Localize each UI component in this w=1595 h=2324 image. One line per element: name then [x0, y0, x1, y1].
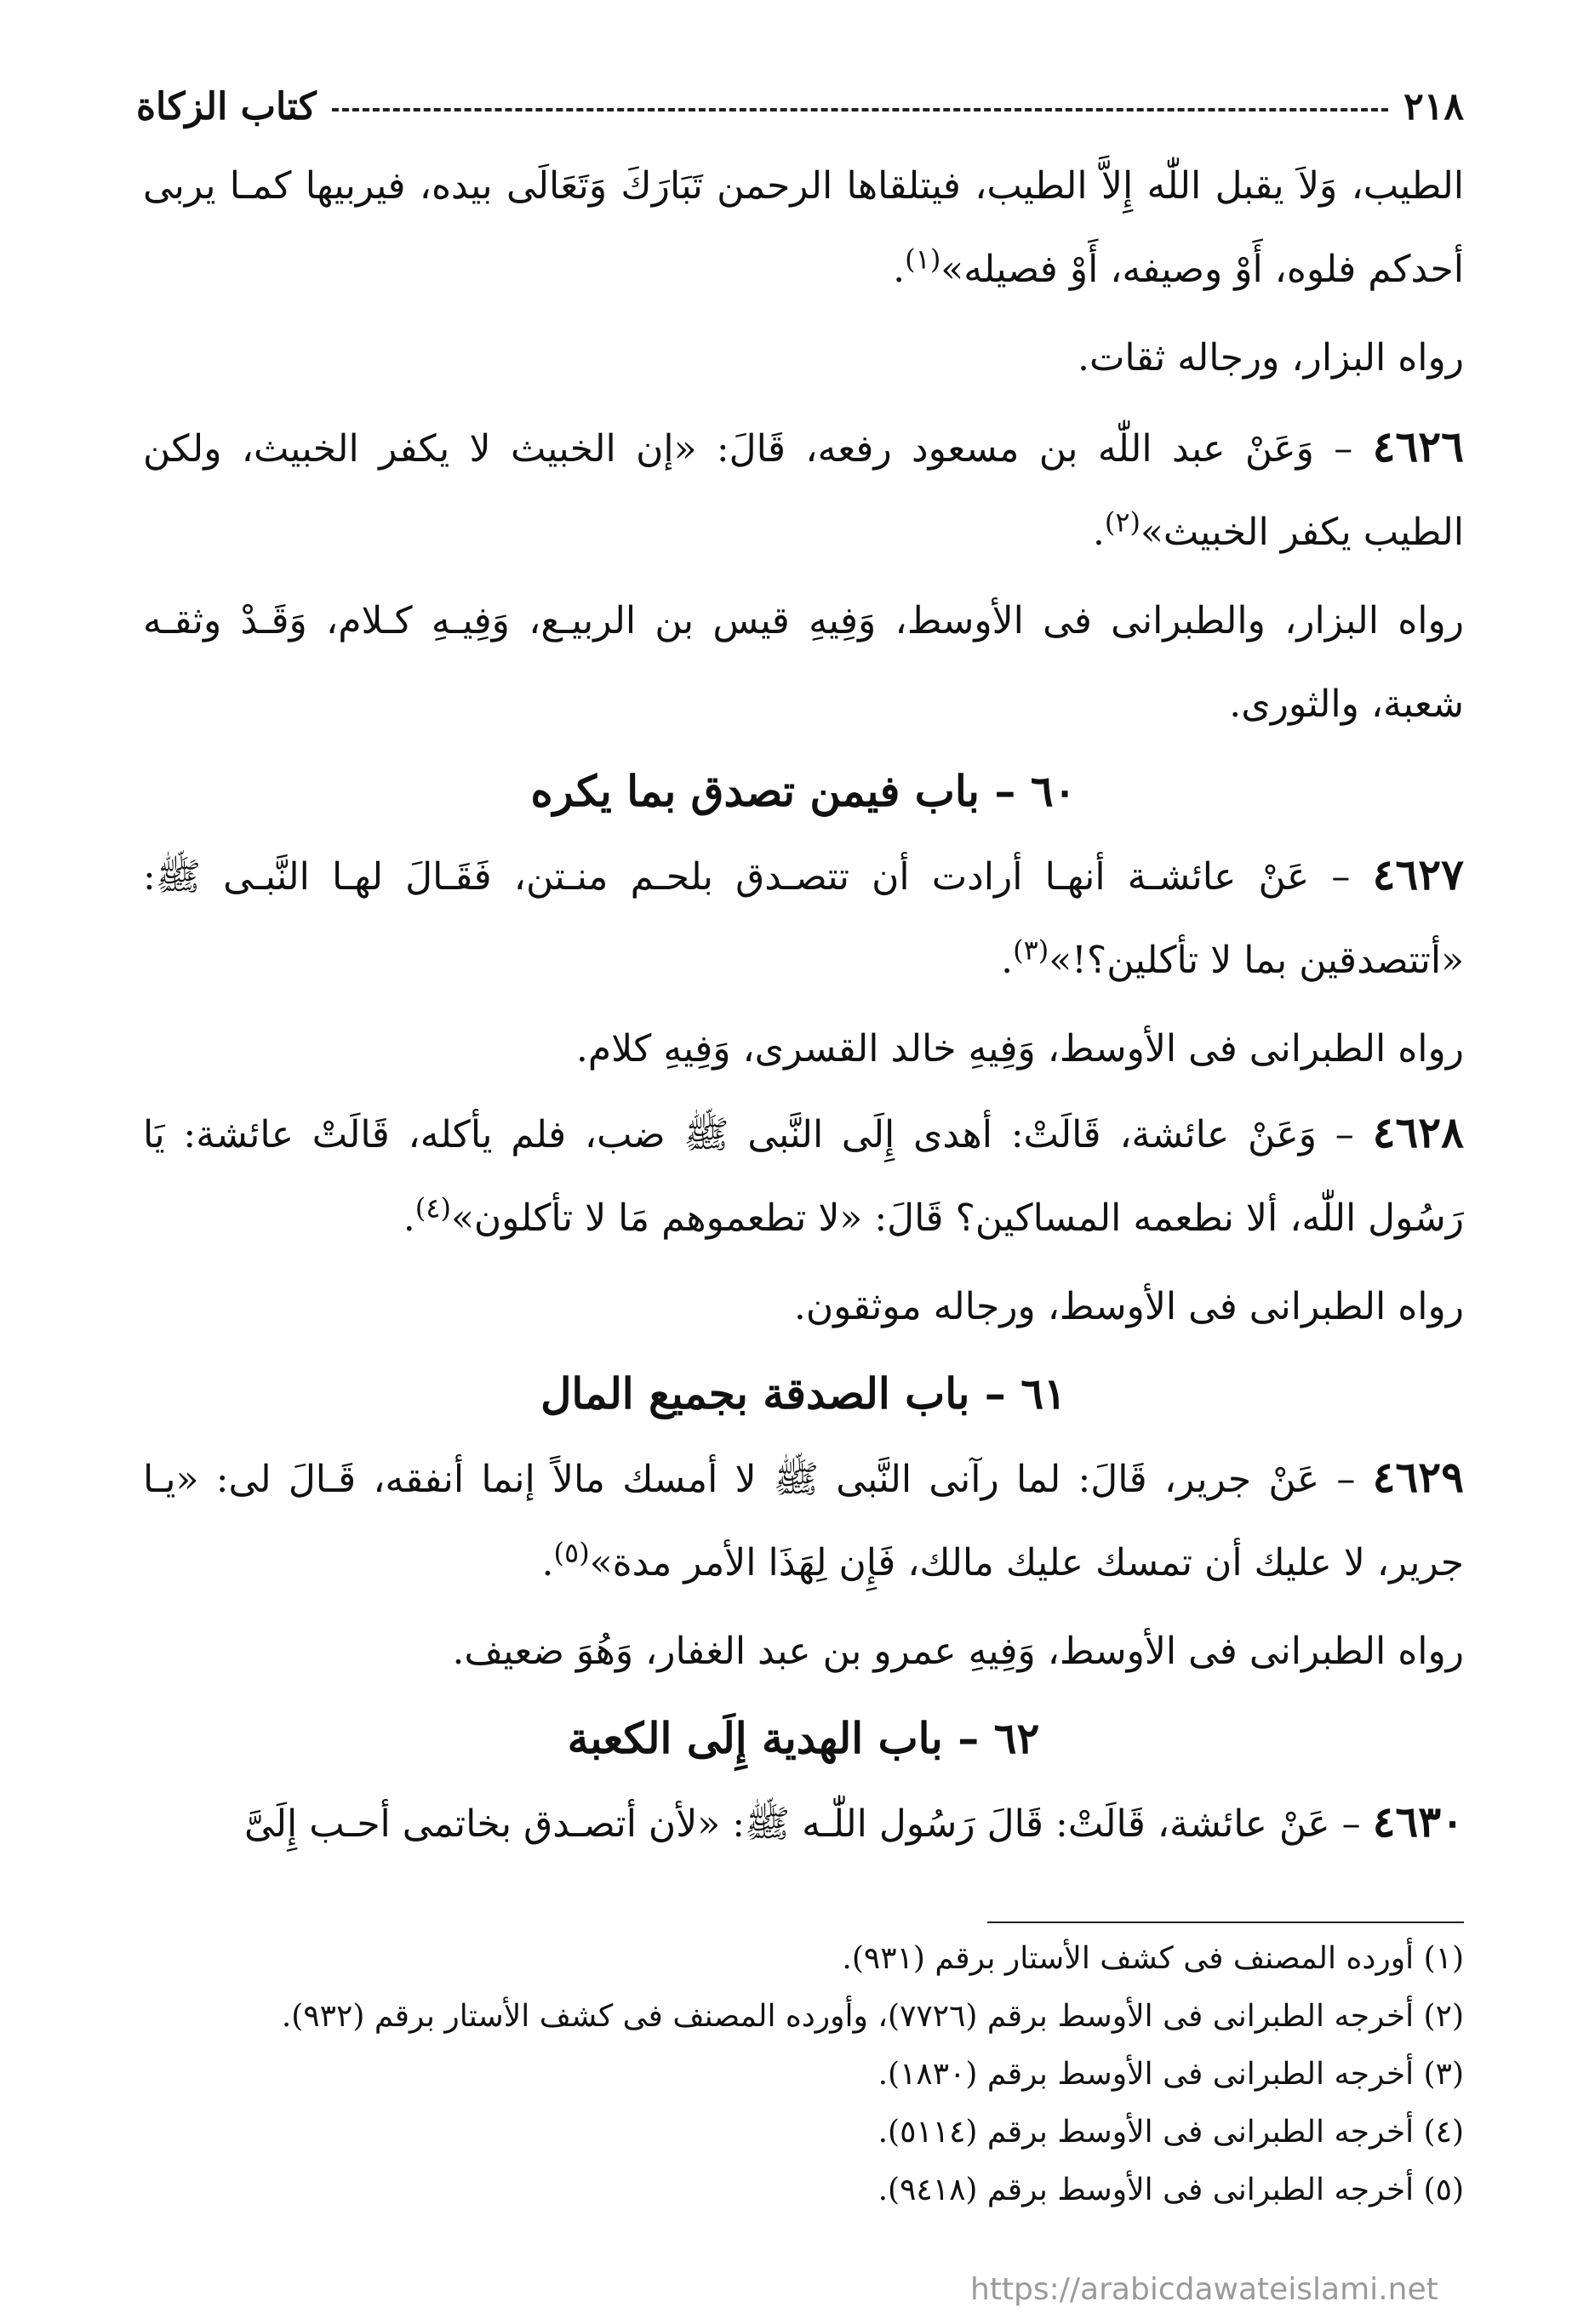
footnote-1: (١) أورده المصنف فى كشف الأستار برقم (٩٣١).	[842, 1941, 1464, 1976]
book-title: كتاب الزكاة	[136, 84, 317, 128]
hadith-text: – عَنْ عائشة، قَالَتْ: قَالَ رَسُول اللّٰـه ﷺ: «لأن أتصـدق بخاتمى أحـب إِلَىَّ	[243, 1802, 1361, 1846]
footnote-ref: (٣)	[1013, 934, 1049, 967]
footnote-4: (٤) أخرجه الطبرانى فى الأوسط برقم (٥١١٤).	[878, 2115, 1464, 2150]
page-header	[136, 77, 1464, 136]
hadith-4626: ٤٦٢٦ – وَعَنْ عبد اللّٰه بن مسعود رفعه، قَالَ: «إن الخبيث لا يكفر الخبيث، ولكن الطيب يكفر الخبيث»$^{(٢)}$.	[143, 421, 1464, 554]
hadith-text: – عَنْ عائشـة أنهـا أرادت أن تتصـدق بلحـم منـتن، فَقَـالَ لهـا النَّبـى ﷺ: «أتتصدقين بما لا تأكلين؟!»	[143, 855, 1464, 982]
footnote-3: (٣) أخرجه الطبرانى فى الأوسط برقم (١٨٣٠).	[878, 2057, 1464, 2092]
page-body	[143, 145, 1464, 1866]
footnote-separator	[987, 1921, 1464, 1923]
watermark-url: https://arabicdawateislami.net	[970, 2272, 1438, 2307]
narration-source: رواه الطبرانى فى الأوسط، وَفِيهِ عمرو بن عبد الغفار، وَهُوَ ضعيف.	[452, 1630, 1464, 1673]
narration-source: رواه البزار، ورجاله ثقات.	[1077, 336, 1464, 380]
header-dashed-line	[332, 108, 1388, 111]
footnotes	[136, 1930, 1464, 2219]
hadith-number: ٤٦٢٧	[1372, 849, 1464, 899]
hadith-text: – عَنْ جرير، قَالَ: لما رآنى النَّبى ﷺ لا أمسك مالاً إنما أنفقه، قَـالَ لى: «يـا جرير، لا عليك أن تمسك عليك مالك، فَإِن لِهَذَا الأمر مدة»	[143, 1458, 1464, 1585]
hadith-number: ٤٦٣٠	[1372, 1796, 1464, 1847]
chapter-heading: ٦١ – باب الصدقة بجميع المال	[540, 1368, 1066, 1419]
chapter-heading: ٦٢ – باب الهدية إِلَى الكعبة	[567, 1713, 1040, 1763]
footnote-ref: (٤)	[414, 1191, 451, 1225]
narration-source: رواه البزار، والطبرانى فى الأوسط، وَفِيهِ قيس بن الربيـع، وَفِيـهِ كـلام، وَقَـدْ وثقـه شعبة، والثورى.	[143, 599, 1464, 726]
hadith-number: ٤٦٢٦	[1372, 421, 1464, 471]
hadith-4629: ٤٦٢٩ – عَنْ جرير، قَالَ: لما رآنى النَّبى ﷺ لا أمسك مالاً إنما أنفقه، قَـالَ لى: «يـا جرير، لا عليك أن تمسك عليك مالك، فَإِن لِهَذَا الأمر مدة»$^{(٥)}$.	[143, 1452, 1464, 1585]
narration-source: رواه الطبرانى فى الأوسط، ورجاله موثقون.	[793, 1285, 1464, 1328]
chapter-heading: ٦٠ – باب فيمن تصدق بما يكره	[530, 766, 1077, 816]
hadith-text: – وَعَنْ عبد اللّٰه بن مسعود رفعه، قَالَ: «إن الخبيث لا يكفر الخبيث، ولكن الطيب يكفر الخبيث»	[143, 427, 1464, 554]
hadith-4627: ٤٦٢٧ – عَنْ عائشـة أنهـا أرادت أن تتصـدق بلحـم منـتن، فَقَـالَ لهـا النَّبـى ﷺ: «أتتصدقين بما لا تأكلين؟!»$^{(٣)}$.	[143, 849, 1464, 982]
footnote-5: (٥) أخرجه الطبرانى فى الأوسط برقم (٩٤١٨).	[878, 2173, 1464, 2207]
footnote-ref: (١)	[905, 243, 941, 276]
paragraph-text: الطيب، وَلاَ يقبل اللّٰه إِلاَّ الطيب، فيتلقاها الرحمن تَبَارَكَ وَتَعَالَى بيده، فيربيها كمـا يربى أحدكم فلوه، أَوْ وصيفه، أَوْ فصيله»	[143, 164, 1464, 291]
page-number: ٢١٨	[1403, 84, 1464, 128]
footnote-2: (٢) أخرجه الطبرانى فى الأوسط برقم (٧٧٢٦)، وأورده المصنف فى كشف الأستار برقم (٩٣٢).	[281, 1999, 1464, 2034]
hadith-4630	[143, 1780, 1464, 1866]
narration-source: رواه الطبرانى فى الأوسط، وَفِيهِ خالد القسرى، وَفِيهِ كلام.	[575, 1027, 1464, 1071]
hadith-4628: ٤٦٢٨ – وَعَنْ عائشة، قَالَتْ: أهدى إِلَى النَّبى ﷺ ضب، فلم يأكله، قَالَتْ عائشة: يَا رَسُول اللّٰه، ألا نطعمه المساكين؟ قَالَ: «لا تطعموهم مَا لا تأكلون»$^{(٤)}$.	[143, 1107, 1464, 1240]
paragraph-continuation: الطيب، وَلاَ يقبل اللّٰه إِلاَّ الطيب، فيتلقاها الرحمن تَبَارَكَ وَتَعَالَى بيده، فيربيها كمـا يربى أحدكم فلوه، أَوْ وصيفه، أَوْ فصيله»$^{(١)}$.	[143, 164, 1464, 291]
footnote-ref: (٥)	[553, 1536, 590, 1569]
footnote-ref: (٢)	[1104, 505, 1141, 539]
hadith-number: ٤٦٢٩	[1372, 1452, 1464, 1502]
hadith-number: ٤٦٢٨	[1372, 1107, 1464, 1157]
hadith-text: – وَعَنْ عائشة، قَالَتْ: أهدى إِلَى النَّبى ﷺ ضب، فلم يأكله، قَالَتْ عائشة: يَا رَسُول اللّٰه، ألا نطعمه المساكين؟ قَالَ: «لا تطعموهم مَا لا تأكلون»	[143, 1113, 1464, 1240]
